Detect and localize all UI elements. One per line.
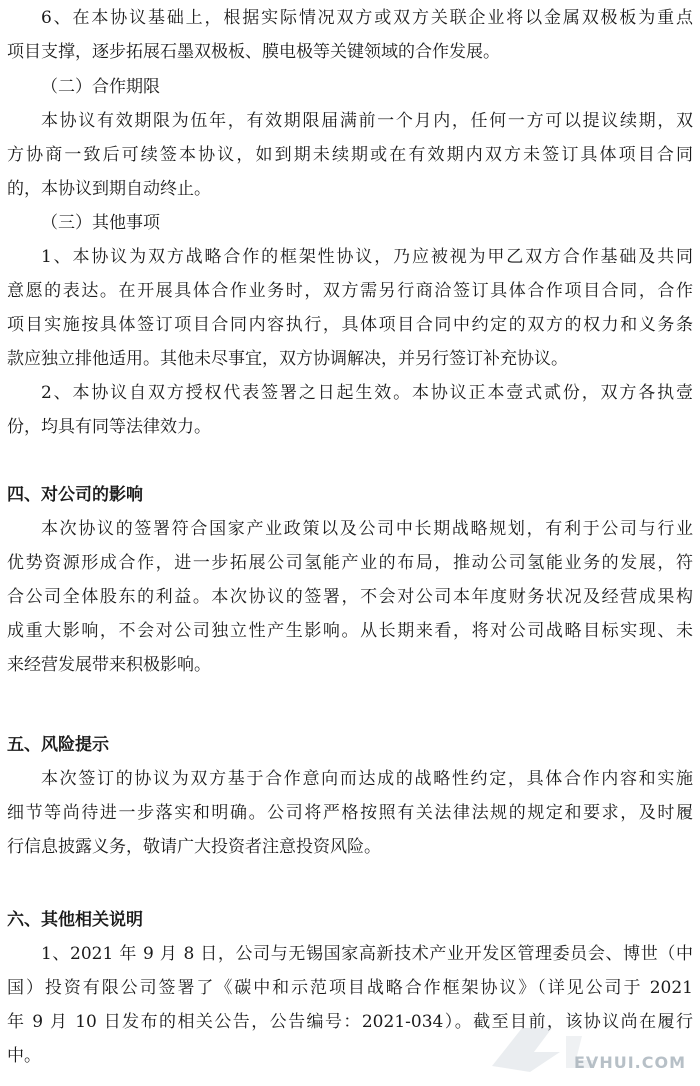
paragraph-line: 年 9 月 10 日发布的相关公告，公告编号：2021-034）。截至目前，该协议尚在履行 xyxy=(7,1012,693,1032)
subsection-heading: （三）其他事项 xyxy=(41,213,160,233)
section-heading: 四、对公司的影响 xyxy=(7,485,143,505)
paragraph-line: 项目实施按具体签订项目合同内容执行，具体项目合同中约定的双方的权力和义务条 xyxy=(7,315,693,335)
paragraph-line: 6、在本协议基础上，根据实际情况双方或双方关联企业将以金属双极板为重点 xyxy=(41,8,693,28)
paragraph-line: 方协商一致后可续签本协议，如到期未续期或在有效期内双方未签订具体项目合同 xyxy=(7,145,693,165)
paragraph-line: 合公司全体股东的利益。本次协议的签署，不会对公司本年度财务状况及经营成果构 xyxy=(7,587,693,607)
paragraph-line: 本协议有效期限为伍年，有效期限届满前一个月内，任何一方可以提议续期，双 xyxy=(41,111,693,131)
paragraph-line: 本次协议的签署符合国家产业政策以及公司中长期战略规划，有利于公司与行业 xyxy=(41,519,693,539)
paragraph-line: 项目支撑，逐步拓展石墨双极板、膜电极等关键领域的合作发展。 xyxy=(7,42,500,62)
paragraph-line: 国）投资有限公司签署了《碳中和示范项目战略合作框架协议》（详见公司于 2021 xyxy=(7,978,693,998)
paragraph-line: 1、本协议为双方战略合作的框架性协议，乃应被视为甲乙双方合作基础及共同 xyxy=(41,247,693,267)
section-heading: 五、风险提示 xyxy=(7,735,109,755)
section-heading: 六、其他相关说明 xyxy=(7,910,143,930)
paragraph-line: 意愿的表达。在开展具体合作业务时，双方需另行商洽签订具体合作项目合同，合作 xyxy=(7,281,693,301)
paragraph-line: 2、本协议自双方授权代表签署之日起生效。本协议正本壹式贰份，双方各执壹 xyxy=(41,383,693,403)
paragraph-line: 款应独立排他适用。其他未尽事宜，双方协调解决，并另行签订补充协议。 xyxy=(7,349,568,369)
paragraph-line: 来经营发展带来积极影响。 xyxy=(7,655,211,675)
paragraph-line: 优势资源形成合作，进一步拓展公司氢能产业的布局，推动公司氢能业务的发展，符 xyxy=(7,553,693,573)
paragraph-line: 本次签订的协议为双方基于合作意向而达成的战略性约定，具体合作内容和实施 xyxy=(41,769,693,789)
paragraph-line: 行信息披露义务，敬请广大投资者注意投资风险。 xyxy=(7,837,381,857)
subsection-heading: （二）合作期限 xyxy=(41,77,160,97)
paragraph-line: 份，均具有同等法律效力。 xyxy=(7,417,211,437)
paragraph-line: 1、2021 年 9 月 8 日，公司与无锡国家高新技术产业开发区管理委员会、博世（中 xyxy=(41,944,693,964)
paragraph-line: 细节等尚待进一步落实和明确。公司将严格按照有关法律法规的规定和要求，及时履 xyxy=(7,803,693,823)
paragraph-line: 中。 xyxy=(7,1046,41,1066)
paragraph-line: 的，本协议到期自动终止。 xyxy=(7,179,211,199)
watermark-text: EVHUI.COM xyxy=(574,1053,686,1072)
paragraph-line: 成重大影响，不会对公司独立性产生影响。从长期来看，将对公司战略目标实现、未 xyxy=(7,621,693,641)
